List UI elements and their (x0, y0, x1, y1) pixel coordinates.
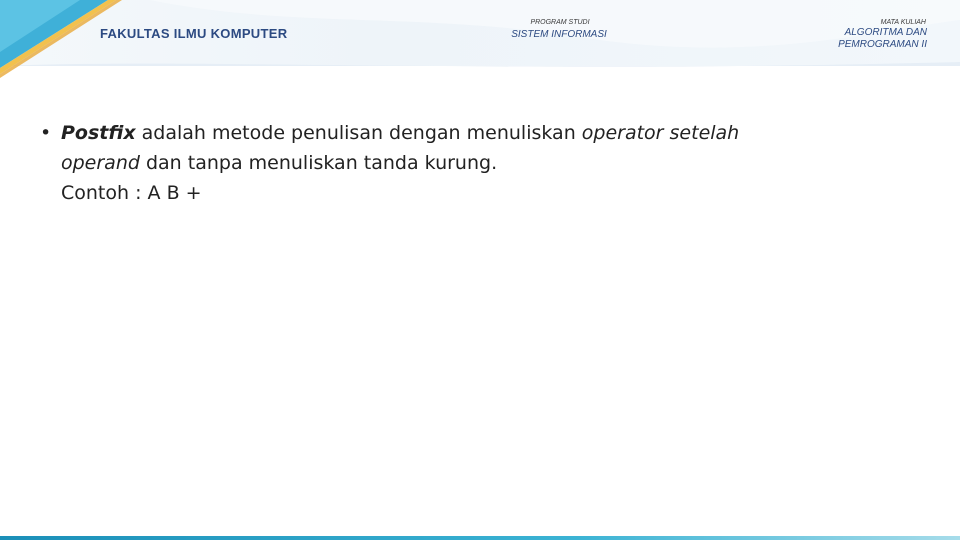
course-value (817, 27, 927, 51)
example-line: Contoh : A B + (61, 182, 202, 204)
program-value: SISTEM INFORMASI (511, 29, 607, 40)
course-value-line2: PEMROGRAMAN II (838, 39, 927, 50)
definition-part1: adalah metode penulisan dengan menuliskan (135, 122, 582, 144)
faculty-name: FAKULTAS ILMU KOMPUTER (100, 26, 288, 41)
definition-part2: dan tanpa menuliskan tanda kurung. (139, 152, 498, 174)
slide-content (40, 118, 920, 208)
bullet-dot: • (40, 122, 52, 144)
program-label: PROGRAM STUDI (530, 19, 590, 26)
course-label: MATA KULIAH (880, 19, 926, 26)
bullet-text (61, 118, 920, 208)
definition-line (61, 118, 920, 148)
footer-line (0, 536, 960, 540)
course-value-line1: ALGORITMA DAN (844, 27, 927, 38)
operator-word: operator setelah (581, 122, 740, 144)
definition-line-2 (61, 148, 920, 178)
bullet-item (40, 118, 920, 208)
operand-word: operand (61, 152, 140, 174)
term-postfix: Postfix (61, 122, 136, 144)
